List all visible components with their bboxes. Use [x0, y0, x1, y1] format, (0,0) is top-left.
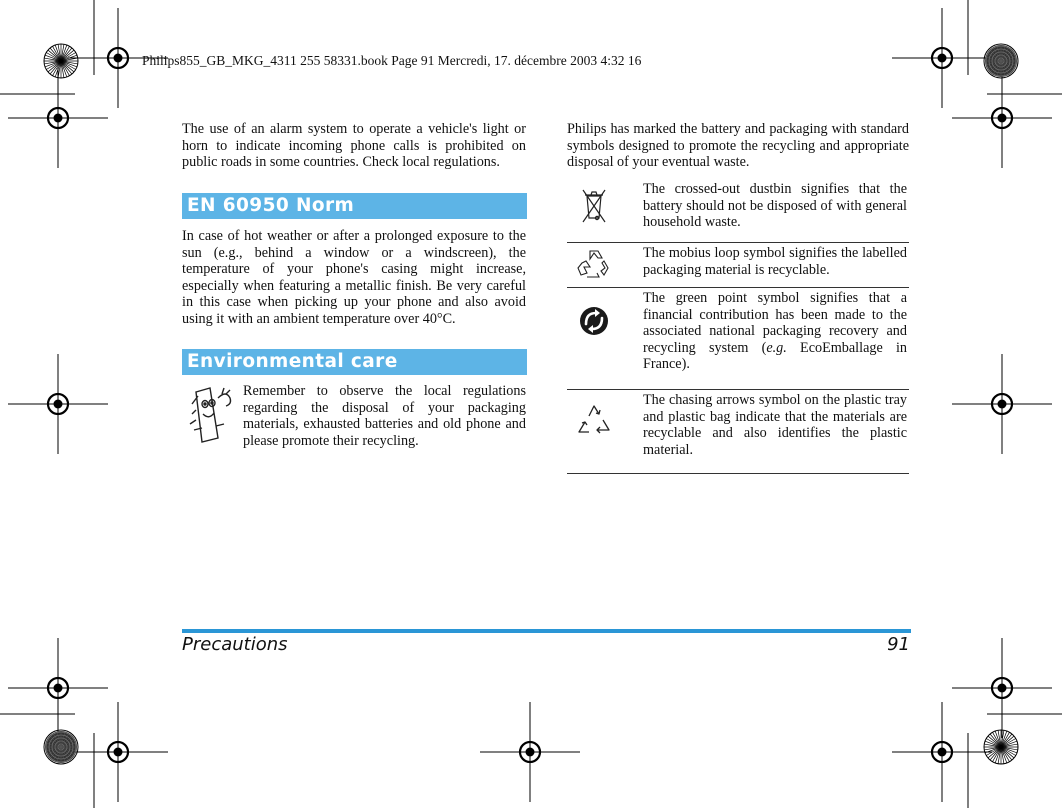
chasing-arrows-icon [575, 402, 613, 436]
green-point-text-italic: e.g. [766, 339, 787, 356]
mobius-loop-icon [575, 247, 613, 281]
starburst-4 [984, 730, 1018, 764]
starburst-2 [984, 44, 1018, 78]
starburst-3 [44, 730, 78, 764]
alarm-warning-paragraph: The use of an alarm system to operate a vehicle's light or horn to indicate incoming phone calls is prohibited on public roads in some countries. Check local regulations. [182, 121, 526, 171]
file-info-header: Philips855_GB_MKG_4311 255 58331.book Page 91 Mercredi, 17. décembre 2003 4:32 16 [142, 53, 642, 68]
norm-paragraph: In case of hot weather or after a prolonged exposure to the sun (e.g., behind a window or a windscreen), the temperature of your phone's casing might increase, especially when featuring a metallic finish. Be very careful in this case when picking up your phone and also avoid using it with an ambient temperature over 40°C. [182, 228, 526, 327]
footer-section-name: Precautions [182, 634, 288, 655]
symbol-row-dustbin [567, 178, 909, 243]
green-point-text-start: The green point symbol signifies that a financial contribution has been made to the associated national packaging recovery and recycling system ( [643, 290, 907, 356]
starburst-1 [44, 44, 78, 78]
symbol-row-green-point [567, 288, 909, 390]
green-point-text-end: EcoEmballage in France). [643, 339, 907, 373]
section-heading-norm: EN 60950 Norm [182, 193, 527, 219]
green-point-icon [575, 302, 613, 340]
crossed-out-dustbin-icon [575, 184, 613, 224]
environment-paragraph: Remember to observe the local regulations regarding the disposal of your packaging materials, exhausted batteries and old phone and please promote their recycling. [243, 383, 526, 449]
dustbin-description: The crossed-out dustbin signifies that the battery should not be disposed of with general household waste. [643, 181, 907, 231]
symbol-row-mobius [567, 243, 909, 288]
symbols-intro-paragraph: Philips has marked the battery and packaging with standard symbols designed to promote the recycling and appropriate disposal of your eventual waste. [567, 121, 909, 171]
symbol-row-chasing-arrows [567, 390, 909, 474]
footer-rule [182, 629, 911, 633]
phone-mascot-icon [188, 384, 236, 446]
chasing-arrows-description: The chasing arrows symbol on the plastic tray and plastic bag indicate that the materials are recyclable and also identifies the plastic material. [643, 392, 907, 458]
section-heading-environment: Environmental care [182, 349, 527, 375]
footer-page-number: 91 [887, 634, 910, 655]
mobius-description: The mobius loop symbol signifies the labelled packaging material is recyclable. [643, 245, 907, 278]
green-point-description [643, 290, 907, 373]
